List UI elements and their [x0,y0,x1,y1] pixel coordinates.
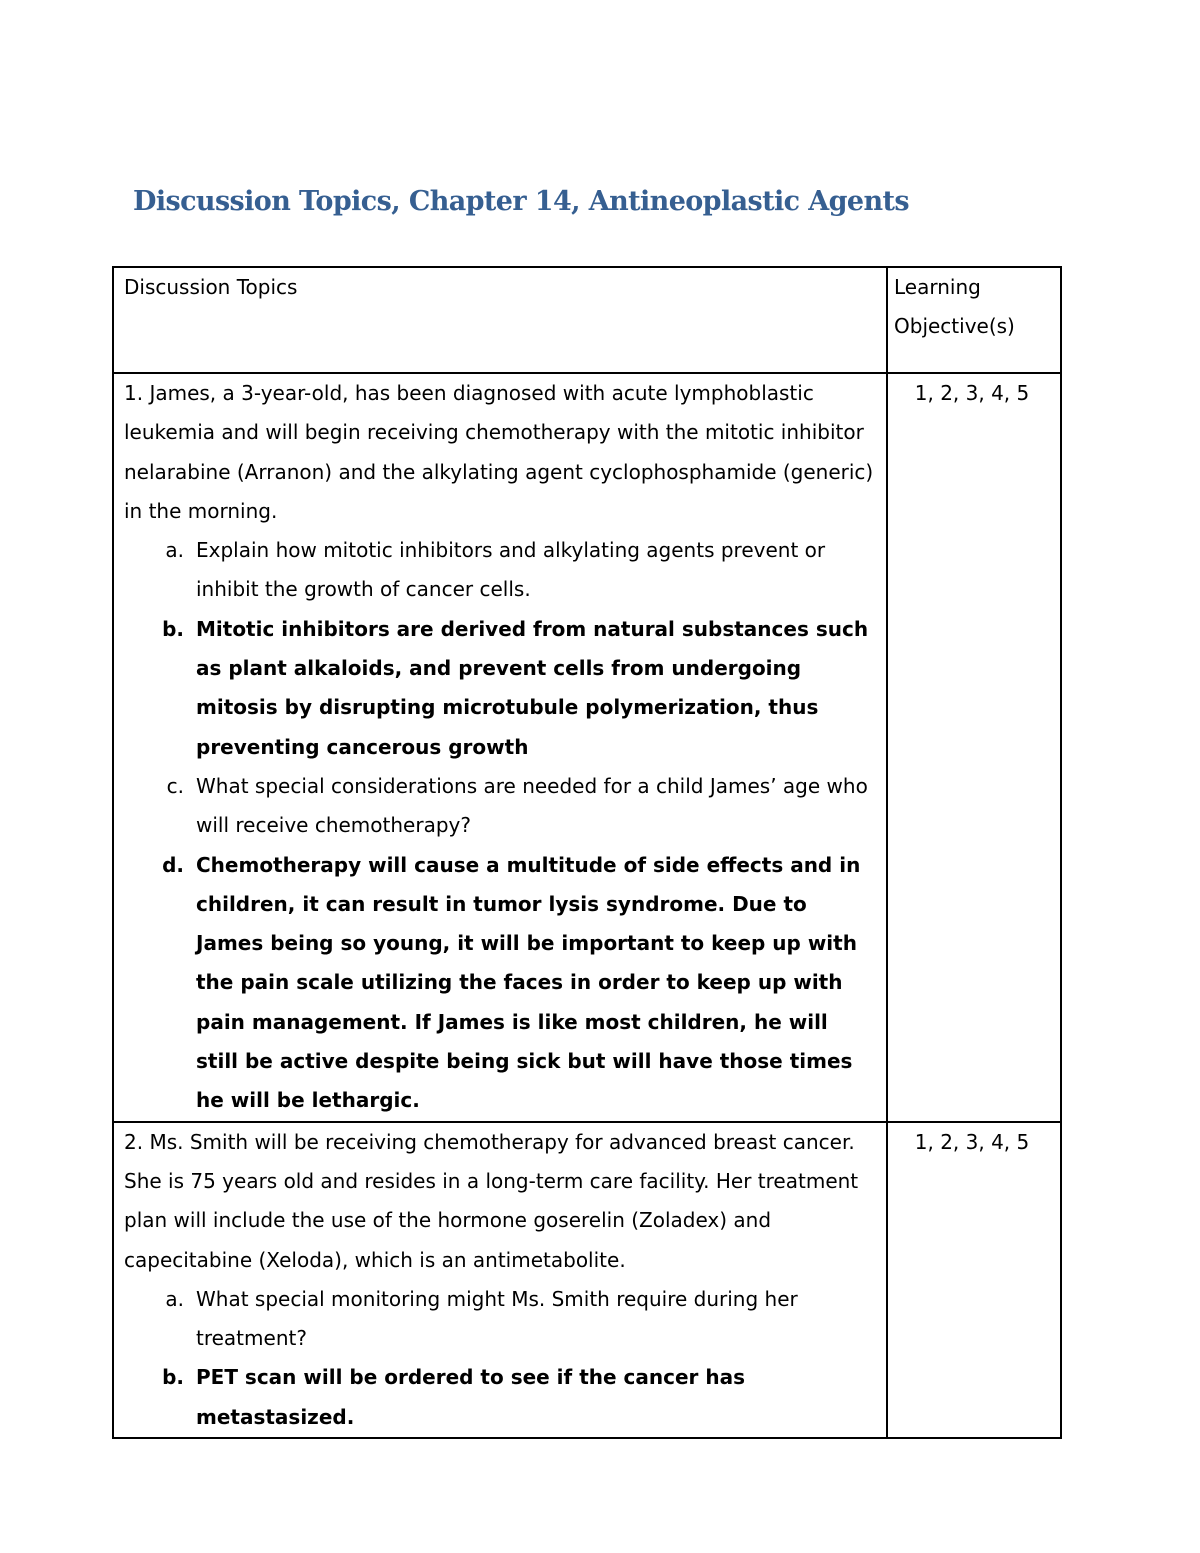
discussion-table [112,266,1062,1439]
topic-intro: 2. Ms. Smith will be receiving chemotherapy for advanced breast cancer. She is 75 years old and resides in a long-term care facility. Her treatment plan will include the use of the hormone goserelin (Zoladex) and capecitabine (Xeloda), which is an antimetabolite. [124,1129,859,1272]
list-marker: b. [162,616,184,641]
objectives-cell: 1, 2, 3, 4, 5 [887,1122,1061,1438]
document-title: Discussion Topics, Chapter 14, Antineoplastic Agents [133,186,909,217]
list-item-text: What special monitoring might Ms. Smith require during her treatment? [196,1286,798,1351]
list-item-answer-text: Mitotic inhibitors are derived from natural substances such as plant alkaloids, and prevent cells from undergoing mitosis by disrupting microtubule polymerization, thus preventing cancerous growth [196,616,869,759]
list-marker: a. [165,538,184,563]
header-learning-objectives: Learning Objective(s) [887,267,1061,373]
list-item-text: What special considerations are needed for a child James’ age who will receive chemotherapy? [196,773,868,838]
list-item [124,531,876,610]
objectives-cell: 1, 2, 3, 4, 5 [887,373,1061,1122]
topic-cell [113,373,887,1122]
header-discussion-topics: Discussion Topics [113,267,887,373]
list-item [124,846,876,1121]
list-item [124,767,876,846]
topic-intro: 1. James, a 3-year-old, has been diagnosed with acute lymphoblastic leukemia and will begin receiving chemotherapy with the mitotic inhibitor nelarabine (Arranon) and the alkylating agent cyclophosphamide (generic) in the morning. [124,381,874,523]
list-marker: c. [166,773,184,798]
list-item [124,1358,876,1437]
list-marker: a. [165,1286,184,1311]
list-item [124,610,876,767]
list-item-answer-text: Chemotherapy will cause a multitude of side effects and in children, it can result in tumor lysis syndrome. Due to James being so young, it will be important to keep up with the pain scale utilizing the faces in order to keep up with pain management. If James is like most children, he will still be active despite being sick but will have those times he will be lethargic. [196,852,861,1113]
list-item-answer-text: PET scan will be ordered to see if the cancer has metastasized. [196,1365,746,1429]
list-item [124,1280,876,1359]
topic-cell [113,1122,887,1438]
table-row [113,373,1061,1122]
list-item-text: Explain how mitotic inhibitors and alkylating agents prevent or inhibit the growth of cancer cells. [196,538,826,602]
list-marker: b. [162,1365,184,1390]
table-header-row [113,267,1061,373]
table-row [113,1122,1061,1438]
list-marker: d. [162,852,184,877]
